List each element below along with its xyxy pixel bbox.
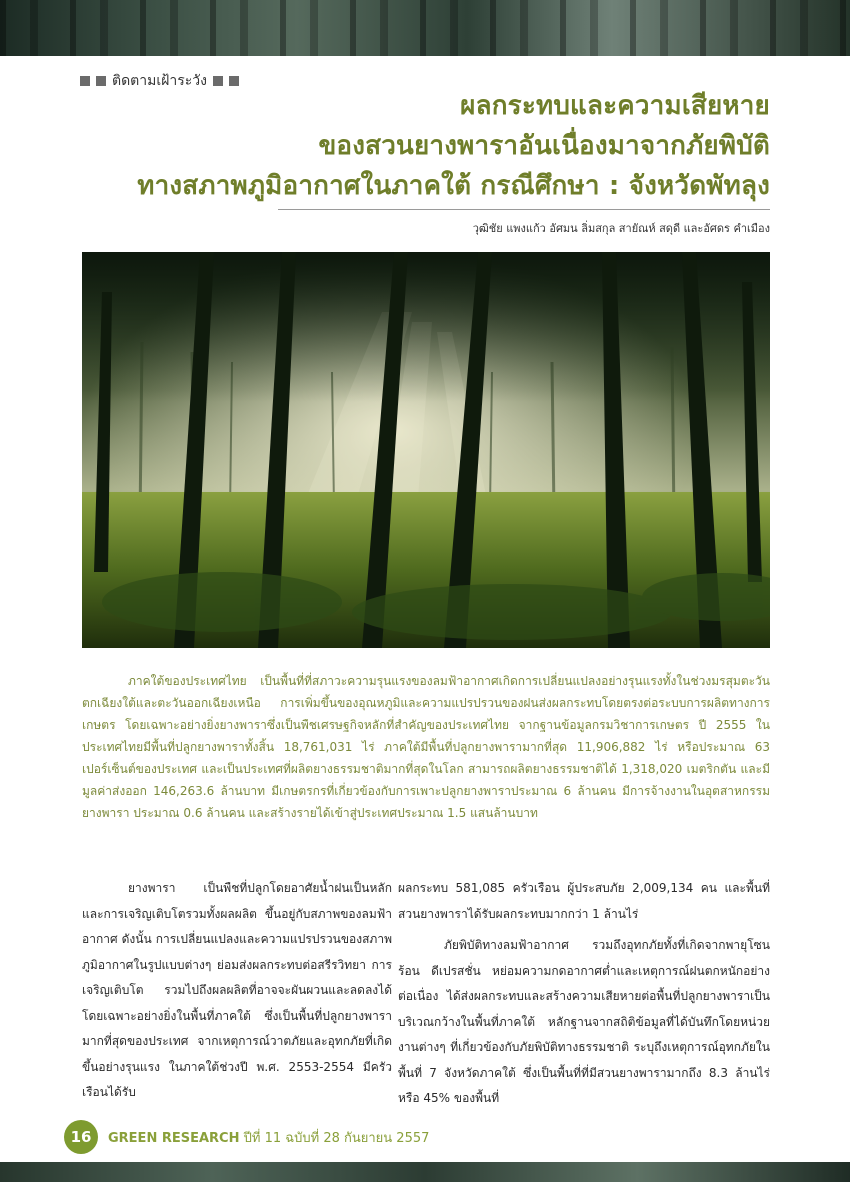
body-paragraph: ผลกระทบ 581,085 ครัวเรือน ผู้ประสบภัย 2,009,134 คน และพื้นที่สวนยางพาราได้รับผลกระทบมากกว่า 1 ล้านไร่: [398, 881, 770, 921]
intro-text: ภาคใต้ของประเทศไทย เป็นพื้นที่ที่สภาวะความรุนแรงของลมฟ้าอากาศเกิดการเปลี่ยนแปลงอย่างรุนแรงทั้งในช่วงมรสุมตะวันตกเฉียงใต้และตะวันออกเฉียงเหนือ การเพิ่มขึ้นของอุณหภูมิและความแปรปรวนของฝนส่งผลกระทบโดยตรงต่อระบบการผลิตทางการเกษตร โดยเฉพาะอย่างยิ่งยางพาราซึ่งเป็นพืชเศรษฐกิจหลักที่สำคัญของประเทศไทย จากฐานข้อมูลกรมวิชาการเกษตร ปี 2555 ในประเทศไทยมีพื้นที่ปลูกยางพาราทั้งสิ้น 18,761,031 ไร่ ภาคใต้มีพื้นที่ปลูกยางพารามากที่สุด 11,906,882 ไร่ หรือประมาณ 63 เปอร์เซ็นต์ของประเทศ และเป็นประเทศที่ผลิตยางธรรมชาติมากที่สุดในโลก สามารถผลิตยางธรรมชาติได้ 1,318,020 เมตริกตัน และมีมูลค่าส่งออก 146,263.6 ล้านบาท มีเกษตรกรที่เกี่ยวข้องกับการเพาะปลูกยางพาราประมาณ 6 ล้านคน มีการจ้างงานในอุตสาหกรรมยางพารา ประมาณ 0.6 ล้านคน และสร้างรายได้เข้าสู่ประเทศประมาณ 1.5 แสนล้านบาท: [82, 674, 770, 820]
title-line: ทางสภาพภูมิอากาศในภาคใต้ กรณีศึกษา : จังหวัดพัทลุง: [137, 171, 770, 201]
section-label-text: ติดตามเฝ้าระวัง: [112, 73, 207, 89]
square-bullet-icon: [80, 76, 90, 86]
page-number: 16: [64, 1120, 98, 1154]
body-paragraph: ภัยพิบัติทางลมฟ้าอากาศ รวมถึงอุทกภัยทั้งที่เกิดจากพายุโซนร้อน ดีเปรสชั่น หย่อมความกดอากาศต่ำและเหตุการณ์ฝนตกหนักอย่างต่อเนื่อง ได้ส่งผลกระทบและสร้างความเสียหายต่อพื้นที่ปลูกยางพาราเป็นบริเวณกว้างในพื้นที่ภาคใต้ หลักฐานจากสถิติข้อมูลที่ได้บันทึกโดยหน่วยงานต่างๆ ที่เกี่ยวข้องกับภัยพิบัติทางธรรมชาติ ระบุถึงเหตุการณ์อุทกภัยในพื้นที่ 7 จังหวัดภาคใต้ ซึ่งเป็นพื้นที่ที่มีสวนยางพารามากถึง 8.3 ล้านไร่ หรือ 45% ของพื้นที่: [398, 938, 770, 1105]
rubber-plantation-photo: [82, 252, 770, 648]
title-line: ของสวนยางพาราอันเนื่องมาจากภัยพิบัติ: [318, 131, 770, 161]
magazine-name: GREEN RESEARCH: [108, 1130, 240, 1146]
top-forest-banner: [0, 0, 850, 56]
title-line: ผลกระทบและความเสียหาย: [460, 91, 770, 121]
title-divider: [278, 209, 770, 210]
body-column-left: [82, 876, 392, 1106]
square-bullet-icon: [229, 76, 239, 86]
square-bullet-icon: [213, 76, 223, 86]
square-bullet-icon: [96, 76, 106, 86]
body-column-right: [398, 876, 770, 1112]
page-footer: [64, 1120, 429, 1154]
body-paragraph: ยางพารา เป็นพืชที่ปลูกโดยอาศัยน้ำฝนเป็นหลัก และการเจริญเติบโตรวมทั้งผลผลิต ขึ้นอยู่กับสภาพของลมฟ้าอากาศ ดังนั้น การเปลี่ยนแปลงและความแปรปรวนของสภาพภูมิอากาศในรูปแบบต่างๆ ย่อมส่งผลกระทบต่อสรีรวิทยา การเจริญเติบโต รวมไปถึงผลผลิตที่อาจจะผันผวนและลดลงได้ โดยเฉพาะอย่างยิ่งในพื้นที่ภาคใต้ ซึ่งเป็นพื้นที่ปลูกยางพารามากที่สุดของประเทศ จากเหตุการณ์วาตภัยและอุทกภัยที่เกิดขึ้นอย่างรุนแรง ในภาคใต้ช่วงปี พ.ศ. 2553-2554 มีครัวเรือนได้รับ: [82, 881, 392, 1099]
issue-info: ปีที่ 11 ฉบับที่ 28 กันยายน 2557: [243, 1130, 430, 1146]
author-list: วุฒิชัย แพงแก้ว อัศมน ลิ่มสกุล สายัณห์ สดุดี และอัศดร คำเมือง: [472, 222, 770, 235]
intro-paragraph: [82, 670, 770, 824]
article-title: [137, 86, 770, 206]
bottom-forest-banner: [0, 1162, 850, 1182]
footer-text: [108, 1127, 429, 1148]
